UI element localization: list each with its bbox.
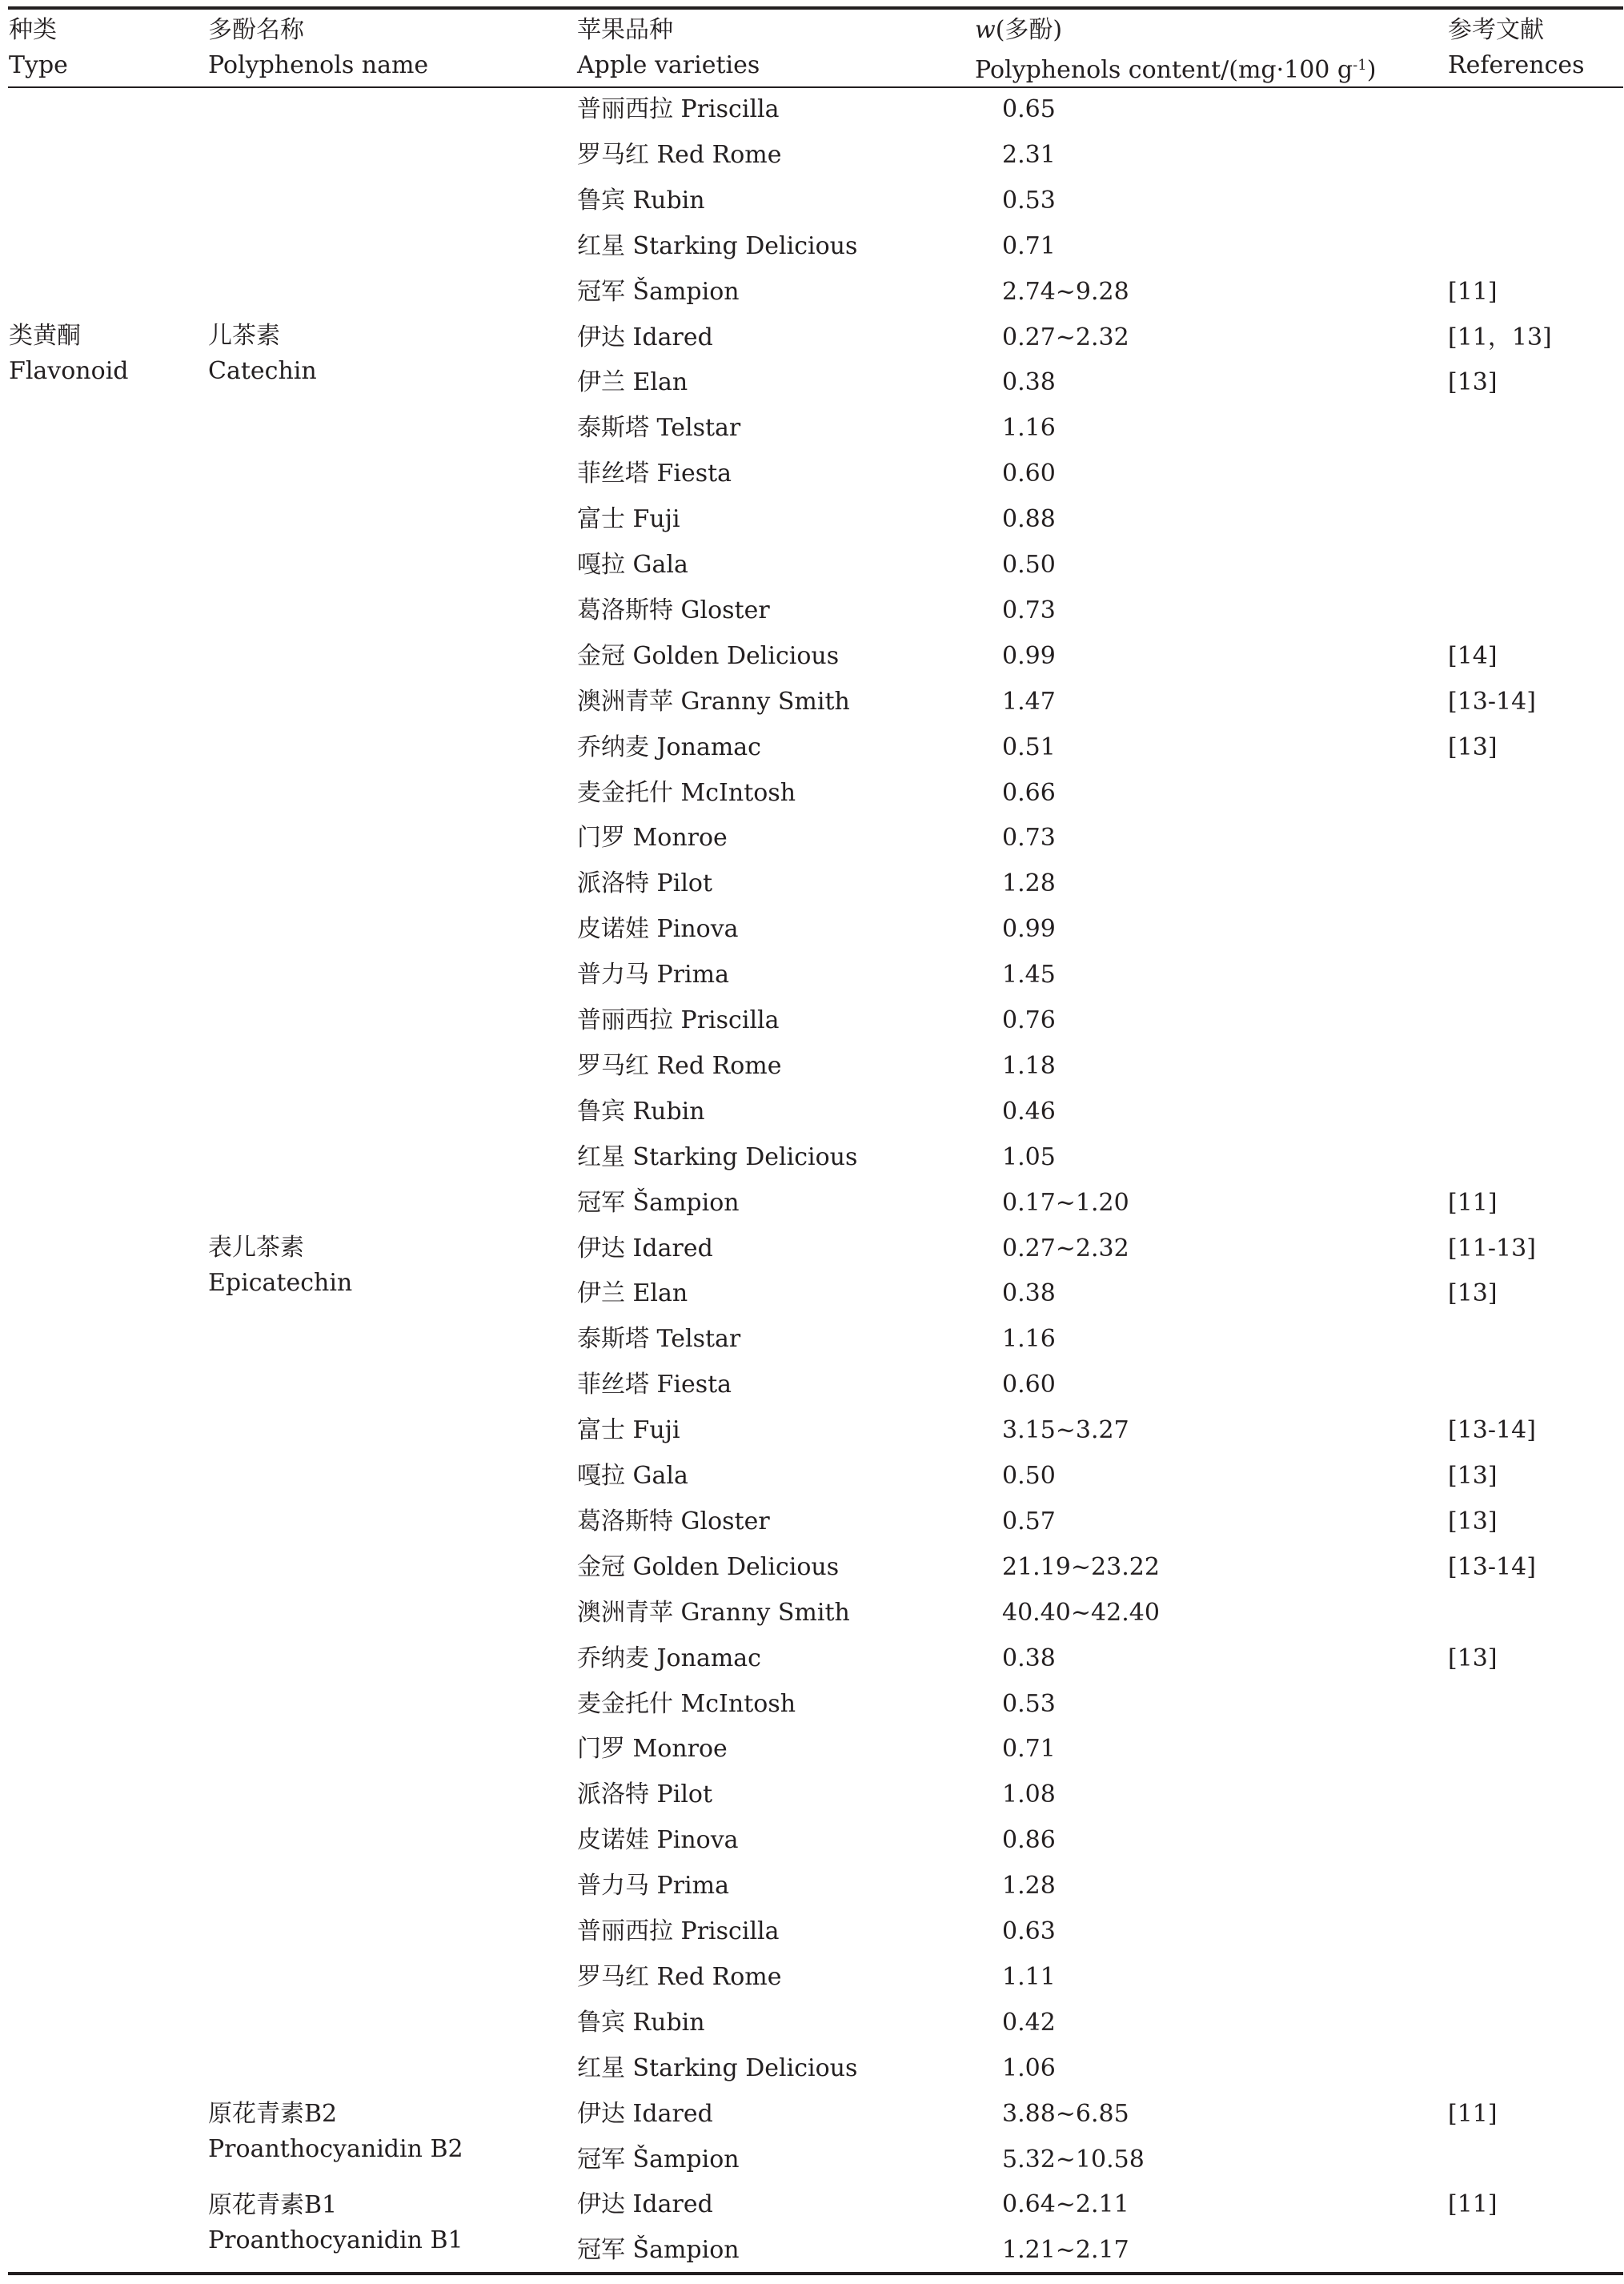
name-group-en: Proanthocyanidin B2 — [208, 2135, 463, 2163]
variety-cell: 鲁宾 Rubin — [577, 2008, 705, 2037]
table-row — [0, 359, 1624, 405]
variety-cell: 门罗 Monroe — [577, 824, 728, 853]
table-row — [0, 2000, 1624, 2045]
content-cell: 1.21~2.17 — [1002, 2236, 1129, 2265]
table-row — [0, 2182, 1624, 2227]
table-row — [0, 132, 1624, 178]
content-cell: 0.17~1.20 — [1002, 1188, 1129, 1217]
reference-cell: [13] — [1448, 368, 1498, 397]
header-content-sup: -1 — [1353, 57, 1367, 74]
content-cell: 0.76 — [1002, 1006, 1056, 1034]
name-group-cn: 表儿茶素 — [208, 1234, 304, 1262]
table-row — [0, 451, 1624, 496]
variety-cell: 伊达 Idared — [577, 2190, 713, 2219]
table-row — [0, 952, 1624, 997]
header-content-cn — [975, 13, 1376, 48]
table-row — [0, 405, 1624, 451]
variety-cell: 嘎拉 Gala — [577, 1462, 688, 1490]
content-cell: 0.38 — [1002, 368, 1056, 397]
table-top-rule — [8, 6, 1623, 10]
content-cell: 0.53 — [1002, 186, 1056, 215]
content-cell: 0.27~2.32 — [1002, 323, 1129, 351]
table-row — [0, 588, 1624, 633]
table-row — [0, 178, 1624, 223]
content-cell: 3.15~3.27 — [1002, 1416, 1129, 1445]
reference-cell: [13-14] — [1448, 1416, 1536, 1445]
content-cell: 0.27~2.32 — [1002, 1234, 1129, 1262]
variety-cell: 伊兰 Elan — [577, 368, 688, 397]
table-row — [0, 1134, 1624, 1180]
table-row — [0, 1863, 1624, 1909]
table-row — [0, 1817, 1624, 1863]
variety-cell: 泰斯塔 Telstar — [577, 414, 741, 443]
content-cell: 1.28 — [1002, 869, 1056, 898]
content-cell: 0.66 — [1002, 778, 1056, 807]
table-row — [0, 1043, 1624, 1089]
variety-cell: 伊达 Idared — [577, 1234, 713, 1262]
variety-cell: 罗马红 Red Rome — [577, 1051, 782, 1080]
variety-cell: 冠军 Šampion — [577, 277, 740, 306]
table-row — [0, 315, 1624, 360]
content-cell: 0.63 — [1002, 1917, 1056, 1945]
variety-cell: 普丽西拉 Priscilla — [577, 1917, 780, 1945]
content-cell: 0.88 — [1002, 505, 1056, 534]
reference-cell: [11] — [1448, 2190, 1498, 2219]
table-row — [0, 496, 1624, 542]
reference-cell: [13] — [1448, 1462, 1498, 1490]
variety-cell: 葛洛斯特 Gloster — [577, 596, 770, 624]
variety-cell: 红星 Starking Delicious — [577, 1142, 858, 1171]
name-group-en: Proanthocyanidin B1 — [208, 2226, 463, 2254]
content-cell: 0.51 — [1002, 733, 1056, 761]
table-row — [0, 1499, 1624, 1544]
variety-cell: 派洛特 Pilot — [577, 1780, 713, 1809]
content-cell: 1.08 — [1002, 1780, 1056, 1809]
variety-cell: 普力马 Prima — [577, 1872, 729, 1901]
header-variety — [577, 13, 760, 83]
content-cell: 0.65 — [1002, 95, 1056, 123]
variety-cell: 麦金托什 McIntosh — [577, 778, 796, 807]
header-content — [975, 13, 1376, 88]
table-row — [0, 770, 1624, 816]
table-row — [0, 861, 1624, 906]
content-cell: 0.53 — [1002, 1689, 1056, 1718]
table-row — [0, 1362, 1624, 1407]
variety-cell: 伊达 Idared — [577, 323, 713, 351]
content-cell: 0.60 — [1002, 1371, 1056, 1399]
variety-cell: 冠军 Šampion — [577, 1188, 740, 1217]
variety-cell: 派洛特 Pilot — [577, 869, 713, 898]
variety-cell: 澳洲青苹 Granny Smith — [577, 1598, 850, 1627]
table-row — [0, 2137, 1624, 2182]
table-row — [0, 1681, 1624, 1727]
table-row — [0, 906, 1624, 952]
content-cell: 0.38 — [1002, 1279, 1056, 1308]
content-cell: 1.28 — [1002, 1872, 1056, 1901]
content-cell: 5.32~10.58 — [1002, 2145, 1145, 2174]
variety-cell: 鲁宾 Rubin — [577, 186, 705, 215]
content-cell: 0.64~2.11 — [1002, 2190, 1129, 2219]
table-row — [0, 2091, 1624, 2137]
header-name-en: Polyphenols name — [208, 51, 429, 79]
variety-cell: 泰斯塔 Telstar — [577, 1325, 741, 1354]
variety-cell: 乔纳麦 Jonamac — [577, 733, 761, 761]
type-group-en: Flavonoid — [9, 357, 129, 385]
content-cell: 21.19~23.22 — [1002, 1552, 1160, 1581]
table-row — [0, 1453, 1624, 1499]
content-cell: 1.16 — [1002, 1325, 1056, 1354]
table-bottom-rule — [8, 2272, 1623, 2275]
variety-cell: 罗马红 Red Rome — [577, 140, 782, 169]
content-cell: 0.46 — [1002, 1097, 1056, 1126]
variety-cell: 金冠 Golden Delicious — [577, 1552, 840, 1581]
content-cell: 40.40~42.40 — [1002, 1598, 1160, 1627]
reference-cell: [13] — [1448, 733, 1498, 761]
reference-cell: [13-14] — [1448, 687, 1536, 716]
content-cell: 0.99 — [1002, 641, 1056, 670]
table-row — [0, 269, 1624, 315]
table-row — [0, 1636, 1624, 1681]
variety-cell: 红星 Starking Delicious — [577, 2053, 858, 2082]
content-cell: 0.71 — [1002, 1735, 1056, 1764]
content-cell: 0.38 — [1002, 1644, 1056, 1672]
variety-cell: 罗马红 Red Rome — [577, 1962, 782, 1991]
reference-cell: [13] — [1448, 1507, 1498, 1535]
table-row — [0, 1909, 1624, 1954]
variety-cell: 皮诺娃 Pinova — [577, 915, 739, 944]
content-cell: 0.73 — [1002, 824, 1056, 853]
table-row — [0, 1544, 1624, 1590]
content-cell: 1.11 — [1002, 1962, 1056, 1991]
content-cell: 0.50 — [1002, 1462, 1056, 1490]
name-group-cn: 原花青素B1 — [208, 2191, 338, 2219]
variety-cell: 皮诺娃 Pinova — [577, 1826, 739, 1855]
header-content-symbol: w — [975, 16, 996, 44]
header-name — [208, 13, 428, 83]
name-group-cn: 儿茶素 — [208, 322, 280, 350]
content-cell: 2.31 — [1002, 140, 1056, 169]
table-row — [0, 223, 1624, 269]
header-type — [9, 13, 68, 83]
variety-cell: 红星 Starking Delicious — [577, 231, 858, 260]
header-content-cn-text: (多酚) — [995, 16, 1063, 44]
variety-cell: 伊兰 Elan — [577, 1279, 688, 1308]
variety-cell: 冠军 Šampion — [577, 2236, 740, 2265]
content-cell: 1.45 — [1002, 961, 1056, 989]
variety-cell: 伊达 Idared — [577, 2099, 713, 2128]
header-ref-en: References — [1448, 51, 1585, 79]
table-row — [0, 633, 1624, 679]
table-row — [0, 2227, 1624, 2273]
variety-cell: 普力马 Prima — [577, 961, 729, 989]
table-row — [0, 725, 1624, 770]
variety-cell: 普丽西拉 Priscilla — [577, 1006, 780, 1034]
table-row — [0, 1270, 1624, 1316]
header-ref-cn: 参考文献 — [1448, 16, 1544, 44]
name-group-en: Catechin — [208, 357, 317, 385]
reference-cell: [13-14] — [1448, 1552, 1536, 1581]
variety-cell: 门罗 Monroe — [577, 1735, 728, 1764]
reference-cell: [13] — [1448, 1279, 1498, 1308]
content-cell: 0.57 — [1002, 1507, 1056, 1535]
variety-cell: 鲁宾 Rubin — [577, 1097, 705, 1126]
reference-cell: [11，13] — [1448, 323, 1552, 351]
content-cell: 1.16 — [1002, 414, 1056, 443]
reference-cell: [11-13] — [1448, 1234, 1536, 1262]
table-row — [0, 1954, 1624, 2000]
reference-cell: [13] — [1448, 1644, 1498, 1672]
header-references — [1448, 13, 1585, 83]
content-cell: 3.88~6.85 — [1002, 2099, 1129, 2128]
header-name-cn: 多酚名称 — [208, 16, 304, 44]
variety-cell: 澳洲青苹 Granny Smith — [577, 687, 850, 716]
reference-cell: [14] — [1448, 641, 1498, 670]
table-row — [0, 997, 1624, 1043]
table-row — [0, 542, 1624, 588]
variety-cell: 普丽西拉 Priscilla — [577, 95, 780, 123]
type-group-cn: 类黄酮 — [9, 322, 81, 350]
content-cell: 0.71 — [1002, 231, 1056, 260]
table-row — [0, 1407, 1624, 1453]
content-cell: 0.86 — [1002, 1826, 1056, 1855]
variety-cell: 菲丝塔 Fiesta — [577, 1371, 732, 1399]
table-row — [0, 1772, 1624, 1817]
name-group-en: Epicatechin — [208, 1269, 353, 1297]
header-content-close: ) — [1366, 56, 1377, 84]
table-row — [0, 815, 1624, 861]
variety-cell: 乔纳麦 Jonamac — [577, 1644, 761, 1672]
table-row — [0, 1226, 1624, 1271]
table-row — [0, 1089, 1624, 1134]
table-row — [0, 1180, 1624, 1226]
variety-cell: 菲丝塔 Fiesta — [577, 460, 732, 488]
variety-cell: 嘎拉 Gala — [577, 551, 688, 579]
content-cell: 0.42 — [1002, 2008, 1056, 2037]
variety-cell: 葛洛斯特 Gloster — [577, 1507, 770, 1535]
content-cell: 0.99 — [1002, 915, 1056, 944]
variety-cell: 富士 Fuji — [577, 1416, 680, 1445]
header-variety-en: Apple varieties — [577, 51, 760, 79]
table-row — [0, 1590, 1624, 1636]
reference-cell: [11] — [1448, 277, 1498, 306]
content-cell: 1.06 — [1002, 2053, 1056, 2082]
table-row — [0, 1726, 1624, 1772]
reference-cell: [11] — [1448, 1188, 1498, 1217]
header-variety-cn: 苹果品种 — [577, 16, 673, 44]
variety-cell: 富士 Fuji — [577, 505, 680, 534]
content-cell: 0.73 — [1002, 596, 1056, 624]
variety-cell: 冠军 Šampion — [577, 2145, 740, 2174]
header-content-en-text: Polyphenols content/(mg·100 g — [975, 56, 1353, 84]
header-type-en: Type — [9, 51, 68, 79]
header-content-en — [975, 48, 1376, 88]
table-row — [0, 679, 1624, 725]
content-cell: 1.18 — [1002, 1051, 1056, 1080]
header-type-cn: 种类 — [9, 16, 57, 44]
content-cell: 1.47 — [1002, 687, 1056, 716]
table-row — [0, 86, 1624, 132]
name-group-cn: 原花青素B2 — [208, 2100, 338, 2128]
content-cell: 0.50 — [1002, 551, 1056, 579]
variety-cell: 麦金托什 McIntosh — [577, 1689, 796, 1718]
variety-cell: 金冠 Golden Delicious — [577, 641, 840, 670]
table-row — [0, 1316, 1624, 1362]
content-cell: 1.05 — [1002, 1142, 1056, 1171]
content-cell: 0.60 — [1002, 460, 1056, 488]
content-cell: 2.74~9.28 — [1002, 277, 1129, 306]
reference-cell: [11] — [1448, 2099, 1498, 2128]
table-row — [0, 2045, 1624, 2091]
